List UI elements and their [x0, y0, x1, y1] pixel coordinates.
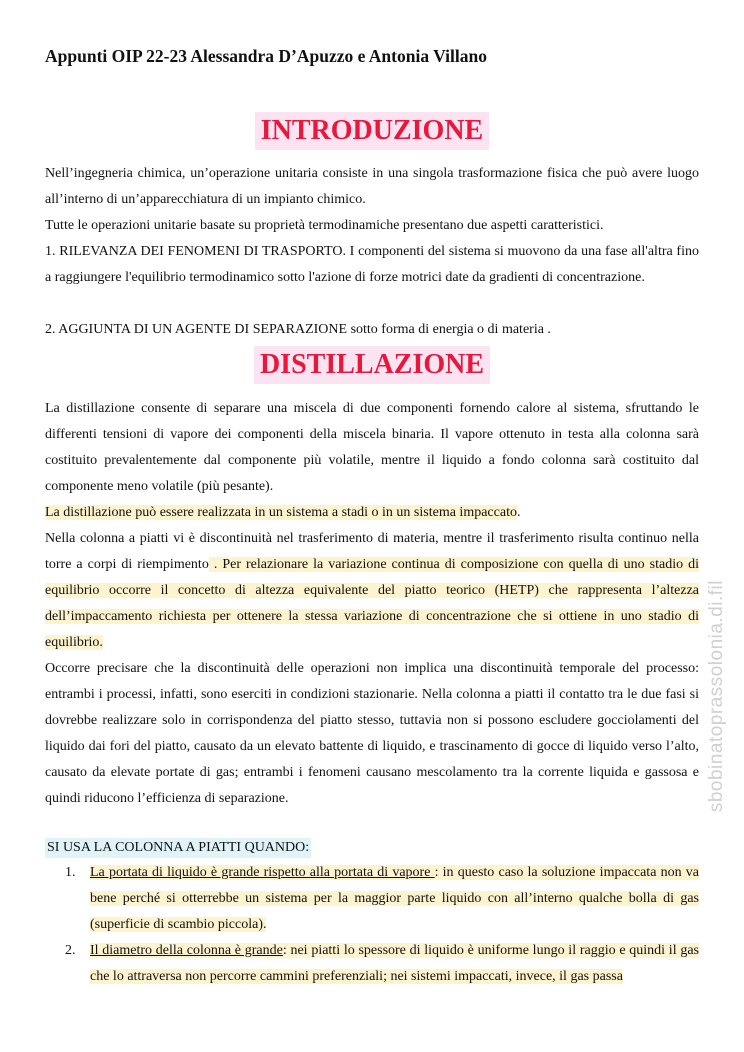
section-heading: SI USA LA COLONNA A PIATTI QUANDO: — [45, 838, 311, 858]
intro-paragraph-3: 1. RILEVANZA DEI FENOMENI DI TRASPORTO. I componenti del sistema si muovono da una fase all'altra fino a raggiungere l'equilibrio termodinamico sotto l'azione di forze motrici date da gradienti di concentrazione. — [45, 244, 699, 285]
distillation-heading — [45, 346, 699, 384]
intro-paragraph-2: Tutte le operazioni unitarie basate su proprietà termodinamiche presentano due aspetti caratteristici. — [45, 218, 604, 233]
list-item-text — [90, 943, 699, 984]
list-item-text — [90, 865, 699, 932]
intro-paragraph-1: Nell’ingegneria chimica, un’operazione unitaria consiste in una singola trasformazione fisica che può avere luogo all’interno di un’apparecchiatura di un impianto chimico. — [45, 166, 699, 207]
distillation-paragraph-3 — [45, 526, 699, 656]
distillation-title: DISTILLAZIONE — [254, 346, 490, 384]
paragraph-3-text: Nella colonna a piatti vi è discontinuità nel trasferimento di materia, mentre il trasferimento risulta continuo nella torre a corpi di riempimento — [45, 531, 699, 572]
intro-heading — [45, 112, 699, 150]
list-item-number: 1. — [65, 865, 76, 880]
highlighted-hetp-text: . Per relazionare la variazione continua di composizione con quella di uno stadio di equilibrio occorre il concetto di altezza equivalente del piatto teorico (HETP) che rappresenta l’altezza dell’impaccamento richiesta per ottenere la stessa variazione di concentrazione che si ottiene in uno stadio di equilibrio. — [45, 557, 699, 650]
list-item — [65, 938, 699, 990]
conditions-list — [65, 860, 699, 990]
distillation-paragraph-4: Occorre precisare che la discontinuità delle operazioni non implica una discontinuità temporale del processo: entrambi i processi, infatti, sono eserciti in condizioni stazionarie. Nella colonna a piatti il contatto tra le due fasi si dovrebbe realizzare solo in corrispondenza del piatto stesso, tuttavia non si possono escludere gocciolamenti del liquido dai fori del piatto, causato da un elevato battente di liquido, e trascinamento di gocce di liquido verso l’alto, causato da elevate portate di gas; entrambi i fenomeni causano mescolamento tra la corrente liquida e gassosa e quindi riducono l’efficienza di separazione. — [45, 661, 699, 806]
distillation-paragraph-1: La distillazione consente di separare una miscela di due componenti fornendo calore al sistema, sfruttando le differenti tensioni di vapore dei componenti della miscela binaria. Il vapore ottenuto in testa alla colonna sarà costituito prevalentemente dal componente più volatile, mentre il liquido a fondo colonna sarà costituito dal componente meno volatile (più pesante). — [45, 401, 699, 494]
sentence-end: . — [516, 505, 521, 520]
list-item-lead: La portata di liquido è grande rispetto alla portata di vapore — [90, 865, 435, 880]
document-header: Appunti OIP 22-23 Alessandra D’Apuzzo e Antonia Villano — [45, 46, 487, 66]
list-item-lead: Il diametro della colonna è grande — [90, 943, 283, 958]
distillation-paragraph-2 — [45, 500, 699, 526]
watermark: sbobinatoprassolonia.di.fil — [706, 580, 727, 813]
intro-title: INTRODUZIONE — [255, 112, 489, 150]
list-item-number: 2. — [65, 943, 76, 958]
highlighted-text: La distillazione può essere realizzata in un sistema a stadi o in un sistema impaccato — [45, 505, 517, 520]
list-item-rest: : nei piatti lo spessore di liquido è uniforme lungo il raggio e quindi il gas che lo attraversa non percorre cammini preferenziali; nei sistemi impaccati, invece, il gas passa — [90, 943, 699, 984]
intro-paragraph-4: 2. AGGIUNTA DI UN AGENTE DI SEPARAZIONE sotto forma di energia o di materia . — [45, 322, 551, 337]
list-item-rest: : in questo caso la soluzione impaccata non va bene perché si otterrebbe un sistema per la maggior parte liquido con all’interno qualche bolla di gas (superficie di scambio piccola). — [90, 865, 699, 932]
list-item — [65, 860, 699, 938]
